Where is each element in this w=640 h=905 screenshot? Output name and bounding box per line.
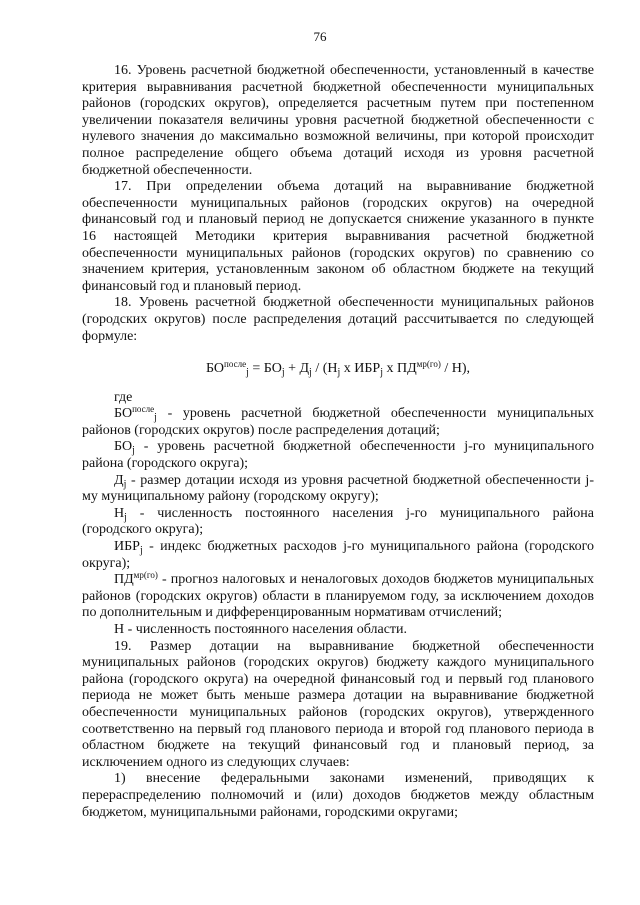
def-text: - размер дотации исходя из уровня расчетной бюджетной обеспеченности j-му муниципальному району (городскому округу); [82,472,594,505]
definition-d-j [82,473,594,506]
formula-part: х ИБР [340,361,381,377]
definition-n-j [82,506,594,539]
def-sub: j [123,478,127,490]
def-term: ПД [114,572,134,588]
def-text: - уровень расчетной бюджетной обеспеченности муниципальных районов (городских округов) после распределения дотаций; [82,406,594,438]
def-text: - уровень расчетной бюджетной обеспеченности j-го муниципального района (городского округа); [82,439,594,472]
page-number: 76 [313,29,327,44]
formula-part: / Н), [440,361,471,377]
def-sub: j [139,545,143,557]
formula-sup: мр(го) [416,359,441,370]
formula-part: = БО [248,361,282,377]
formula-part: / (Н [311,361,338,377]
def-term: БО [114,439,133,455]
def-term: Д [114,472,124,488]
paragraph-19-item-1: 1) внесение федеральными законами изменений, приводящих к перераспределению полномочий и (или) доходов бюджетов между областным бюджетом, муниципальными районами, городскими округами; [82,771,594,820]
paragraph-17: 17. При определении объема дотаций на выравнивание бюджетной обеспеченности муниципальных районов (городских округов) на очередной финансовый год и плановый период не допускается снижение указанного в пункте 16 настоящей Методики критерия выравнивания расчетной бюджетной обеспеченности муниципальных районов (городских округов) по сравнению со значением критерия, установленным законом об областном бюджете на текущий финансовый год и плановый период. [82,179,594,294]
formula-sub: j [309,367,312,379]
def-text: - численность постоянного населения j-го муниципального района (городского округа); [82,505,594,538]
formula-sub: j [281,367,285,379]
formula-sub: j [246,367,249,379]
formula-part: БО [205,361,225,377]
paragraph-16: 16. Уровень расчетной бюджетной обеспеченности, установленный в качестве критерия выравнивания расчетной бюджетной обеспеченности муниципальных районов (городских округов), определяется расчетным путем при постепенном увеличении показателя величины уровня расчетной бюджетной обеспеченности с нулевого значения до максимально возможной величины, при которой происходит полное распределение общего объема дотаций исходя из уровня расчетной бюджетной обеспеченности. [82,63,594,178]
def-text: - прогноз налоговых и неналоговых доходов бюджетов муниципальных районов (городских округов) области в планируемом году, за исключением доходов по дополнительным и дифференцированным нормативам отчислений; [82,572,594,621]
definition-ibr-j [82,539,594,572]
def-sup: мр(го) [133,570,158,581]
def-sub: j [132,445,135,457]
definition-bo-posle [82,406,594,439]
definition-n: Н - численность постоянного населения области. [114,622,408,637]
formula-part: х ПД [383,361,417,377]
def-sup: после [132,404,155,415]
paragraph-19: 19. Размер дотации на выравнивание бюджетной обеспеченности муниципальных районов (городских округов) бюджету каждого муниципального района (городского округа) на очередной финансовый год и первый год планового периода не может быть меньше размера дотации на выравнивание бюджетной обеспеченности муниципальных районов (городских округов), утвержденного соответственно на первый год планового периода и второй год планового периода в областном бюджете на текущий финансовый год и плановый период, за исключением одного из следующих случаев: [82,638,594,770]
definition-pd-mrgo [82,572,594,622]
formula-sub: j [337,367,341,379]
def-text: - индекс бюджетных расходов j-го муниципального района (городского округа); [82,539,594,571]
def-sub: j [154,412,157,424]
def-term: Н [114,505,125,521]
formula-sup: после [224,359,247,370]
definition-bo-j [82,439,594,472]
def-sub: j [124,511,127,523]
paragraph-18: 18. Уровень расчетной бюджетной обеспеченности муниципальных районов (городских округов) после распределения дотаций рассчитывается по следующей формуле: [82,295,594,344]
formula-part: + Д [284,361,310,377]
def-term: БО [114,406,133,422]
formula [82,361,594,378]
where-label: где [114,389,133,405]
def-term: ИБР [114,539,140,555]
formula-sub: j [380,367,383,379]
